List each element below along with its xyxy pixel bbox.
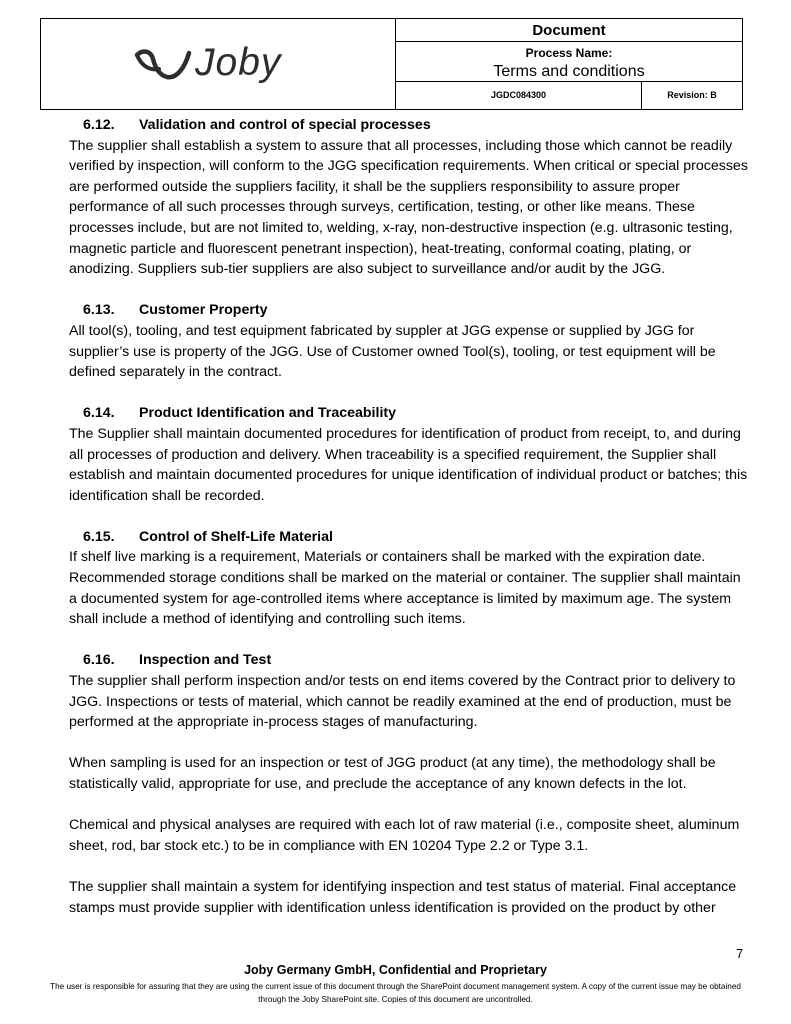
section-paragraph: The Supplier shall maintain documented procedures for identification of product from receipt, to, and during all processes of production and delivery. When traceability is a specified requirement, the Supplier shall establish and maintain documented procedures for unique identification of individual product or batches; this identification shall be recorded. [69,425,748,504]
section-title: Control of Shelf-Life Material [139,528,333,545]
document-body [69,115,749,918]
footer-disclaimer: The user is responsible for assuring that they are using the current issue of this document through the SharePoint document management system. A copy of the current issue may be obtained through the Joby SharePoint site. Copies of this document are uncontrolled. [50,982,741,1004]
section-number: 6.13. [83,302,115,319]
process-name-value: Terms and conditions [493,63,645,80]
section-number: 6.14. [83,405,115,422]
section-heading [83,527,749,548]
section-heading [83,115,749,136]
section-heading [83,650,749,671]
section-paragraph: All tool(s), tooling, and test equipment fabricated by suppler at JGG expense or supplied by JGG for supplier’s use is property of the JGG. Use of Customer owned Tool(s), tooling, or test equipment will be defined separately in the contract. [69,322,716,381]
section-heading [83,300,749,321]
section-title: Product Identification and Traceability [139,405,396,422]
section-title: Customer Property [139,302,268,319]
revision: Revision: B [667,90,717,100]
section-paragraph: The supplier shall establish a system to assure that all processes, including those which cannot be readily verified by inspection, will conform to the JGG specification requirements. When critical or special processes are performed outside the suppliers facility, it shall be the suppliers responsibility to assure proper performance of all such processes through surveys, certification, testing, or other like means. These processes include, but are not limited to, welding, x-ray, non-destructive inspection (e.g. ultrasonic testing, magnetic particle and fluorescent penetrant inspection), heat-treating, conformal coating, plating, or anodizing. Suppliers sub-tier suppliers are also subject to surveillance and/or audit by the JGG. [69,137,748,278]
section-heading [83,403,749,424]
footer-company: Joby Germany GmbH, Confidential and Proprietary [244,963,547,977]
document-id: JGDC084300 [396,82,642,109]
section-number: 6.15. [83,528,115,545]
section-paragraph: When sampling is used for an inspection or test of JGG product (at any time), the methodology shall be statistically valid, appropriate for use, and preclude the acceptance of any known defects in the lot. [69,755,716,792]
section-number: 6.16. [83,652,115,669]
section-paragraph: If shelf live marking is a requirement, Materials or containers shall be marked with the expiration date. Recommended storage conditions shall be marked on the material or container. The supplier shall maintain a documented system for age-controlled items where acceptance is limited by maximum age. The system shall include a method of identifying and controlling such items. [69,549,741,628]
section-paragraph: The supplier shall maintain a system for identifying inspection and test status of material. Final acceptance stamps must provide supplier with identification unless identification is provided on the product by other [69,878,737,916]
document-header [40,18,743,110]
section-paragraph: The supplier shall perform inspection and/or tests on end items covered by the Contract prior to delivery to JGG. Inspections or tests of material, which cannot be readily examined at the end of production, must be performed at the appropriate in-process stages of manufacturing. [69,673,736,731]
process-name-label: Process Name: [525,46,613,60]
section-title: Validation and control of special processes [139,117,431,133]
section-paragraph: Chemical and physical analyses are required with each lot of raw material (i.e., composite sheet, aluminum sheet, rod, bar stock etc.) to be in compliance with EN 10204 Type 2.2 or Type 3.1. [69,817,740,854]
document-label: Document [396,19,742,42]
logo-cell [41,19,396,109]
section-number: 6.12. [83,117,115,133]
joby-logo [133,41,313,89]
logo-text: Joby [195,41,282,84]
section-title: Inspection and Test [139,652,272,669]
page-number: 7 [736,946,744,961]
joby-wing-icon [133,45,193,89]
process-name-cell [396,42,742,82]
